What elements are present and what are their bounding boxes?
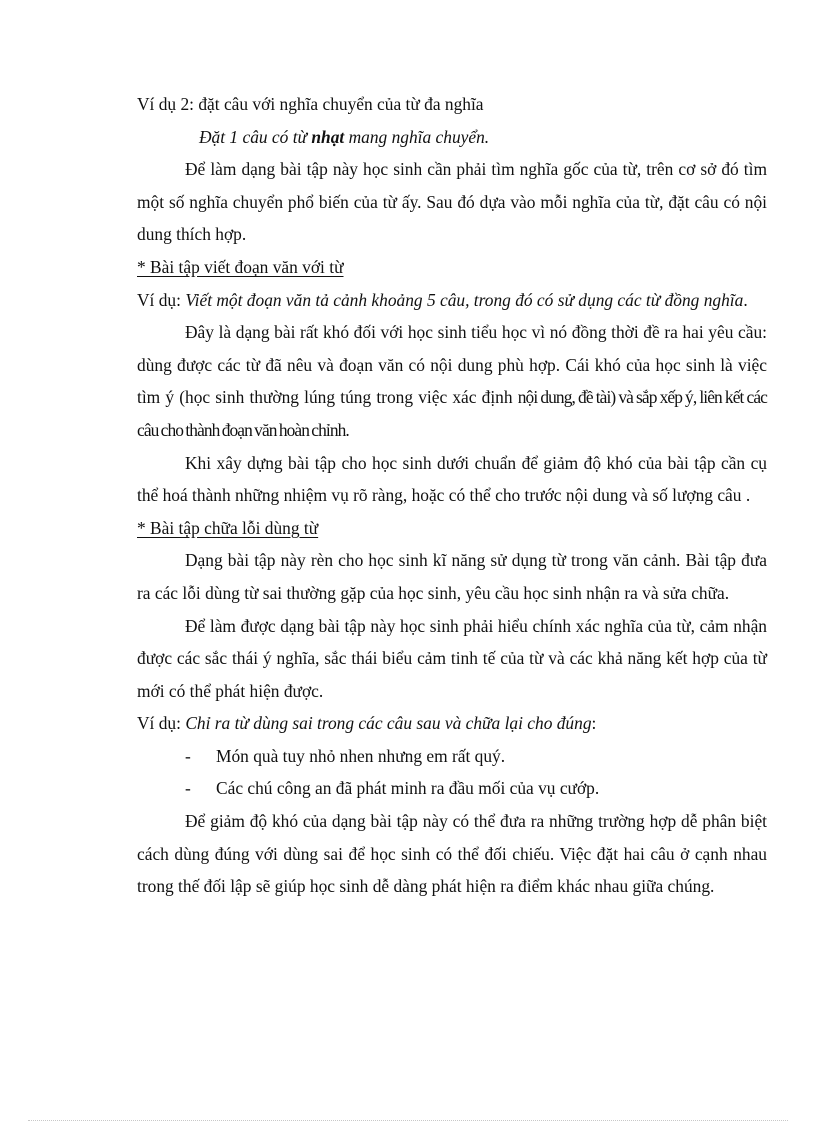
example-2-heading: Ví dụ 2: đặt câu với nghĩa chuyển của từ đa nghĩa	[137, 94, 484, 114]
task-text-after: mang nghĩa chuyển.	[344, 126, 490, 147]
bullet-dash: -	[185, 745, 191, 766]
paragraph-4: Dạng bài tập này rèn cho học sinh kĩ năng sử dụng từ trong văn cảnh. Bài tập đưa ra các lỗi dùng từ sai thường gặp của học sinh, yêu cầu học sinh nhận ra và sửa chữa.	[137, 550, 767, 603]
paragraph-5: Để làm được dạng bài tập này học sinh phải hiểu chính xác nghĩa của từ, cảm nhận được các sắc thái ý nghĩa, sắc thái biểu cảm tinh tế của từ và các khả năng kết hợp của từ mới có thể phát hiện được.	[137, 615, 767, 701]
bullet-text: Món quà tuy nhỏ nhen nhưng em rất quý.	[216, 745, 506, 766]
example-text: Chỉ ra từ dùng sai trong các câu sau và chữa lại cho đúng	[185, 713, 592, 734]
example-text: Viết một đoạn văn tả cảnh khoảng 5 câu, trong đó có sử dụng các từ đồng nghĩa	[185, 289, 744, 310]
example-end: :	[591, 713, 597, 734]
paragraph-2-main: Đây là dạng bài rất khó đối với học sinh tiểu học vì nó đồng thời đề ra hai yêu cầu: dùng được các từ đã nêu và đoạn văn có nội dung phù hợp. Cái khó của học sinh là việc tìm ý (học sinh thường lúng túng trong việc xác định	[137, 322, 767, 408]
section-heading-error-correction-text: * Bài tập chữa lỗi dùng từ	[137, 517, 319, 538]
example-end: .	[743, 289, 748, 310]
paragraph-1: Để làm dạng bài tập này học sinh cần phải tìm nghĩa gốc của từ, trên cơ sở đó tìm một số nghĩa chuyển phổ biến của từ ấy. Sau đó dựa vào mỗi nghĩa của từ, đặt câu có nội dung thích hợp.	[137, 159, 767, 245]
example-2-task	[137, 121, 767, 154]
paragraph-3: Khi xây dựng bài tập cho học sinh dưới chuẩn để giảm độ khó của bài tập cần cụ thể hoá thành những nhiệm vụ rõ ràng, hoặc có thể cho trước nội dung và số lượng câu .	[137, 452, 767, 506]
page-bottom-divider	[28, 1120, 788, 1121]
paragraph-6: Để giảm độ khó của dạng bài tập này có thể đưa ra những trường hợp dễ phân biệt cách dùng đúng với dùng sai để học sinh có thể đối chiếu. Việc đặt hai câu ở cạnh nhau trong thế đối lập sẽ giúp học sinh dễ dàng phát hiện ra điểm khác nhau giữa chúng.	[137, 811, 767, 897]
section-heading-error-correction	[137, 512, 767, 545]
bullet-dash: -	[185, 778, 191, 799]
example-label: Ví dụ:	[137, 289, 186, 310]
section-heading-paragraph-writing-text: * Bài tập viết đoạn văn với từ	[137, 256, 344, 277]
example-label: Ví dụ:	[137, 713, 186, 734]
section-heading-paragraph-writing	[137, 251, 767, 284]
bullet-item	[137, 772, 767, 805]
bullet-text: Các chú công an đã phát minh ra đầu mối của vụ cướp.	[216, 778, 600, 799]
document-page	[137, 88, 767, 903]
example-error-correction	[137, 707, 767, 740]
task-keyword: nhạt	[311, 126, 345, 147]
paragraph-2	[137, 316, 767, 446]
task-text-before: Đặt 1 câu có từ	[199, 126, 312, 147]
bullet-item	[137, 740, 767, 773]
example-paragraph-writing	[137, 284, 767, 317]
paragraph-2-tail: nội dung, đề tài) và sắp xếp ý, liên kết các câu cho thành đoạn văn hoàn chỉnh.	[137, 387, 767, 440]
